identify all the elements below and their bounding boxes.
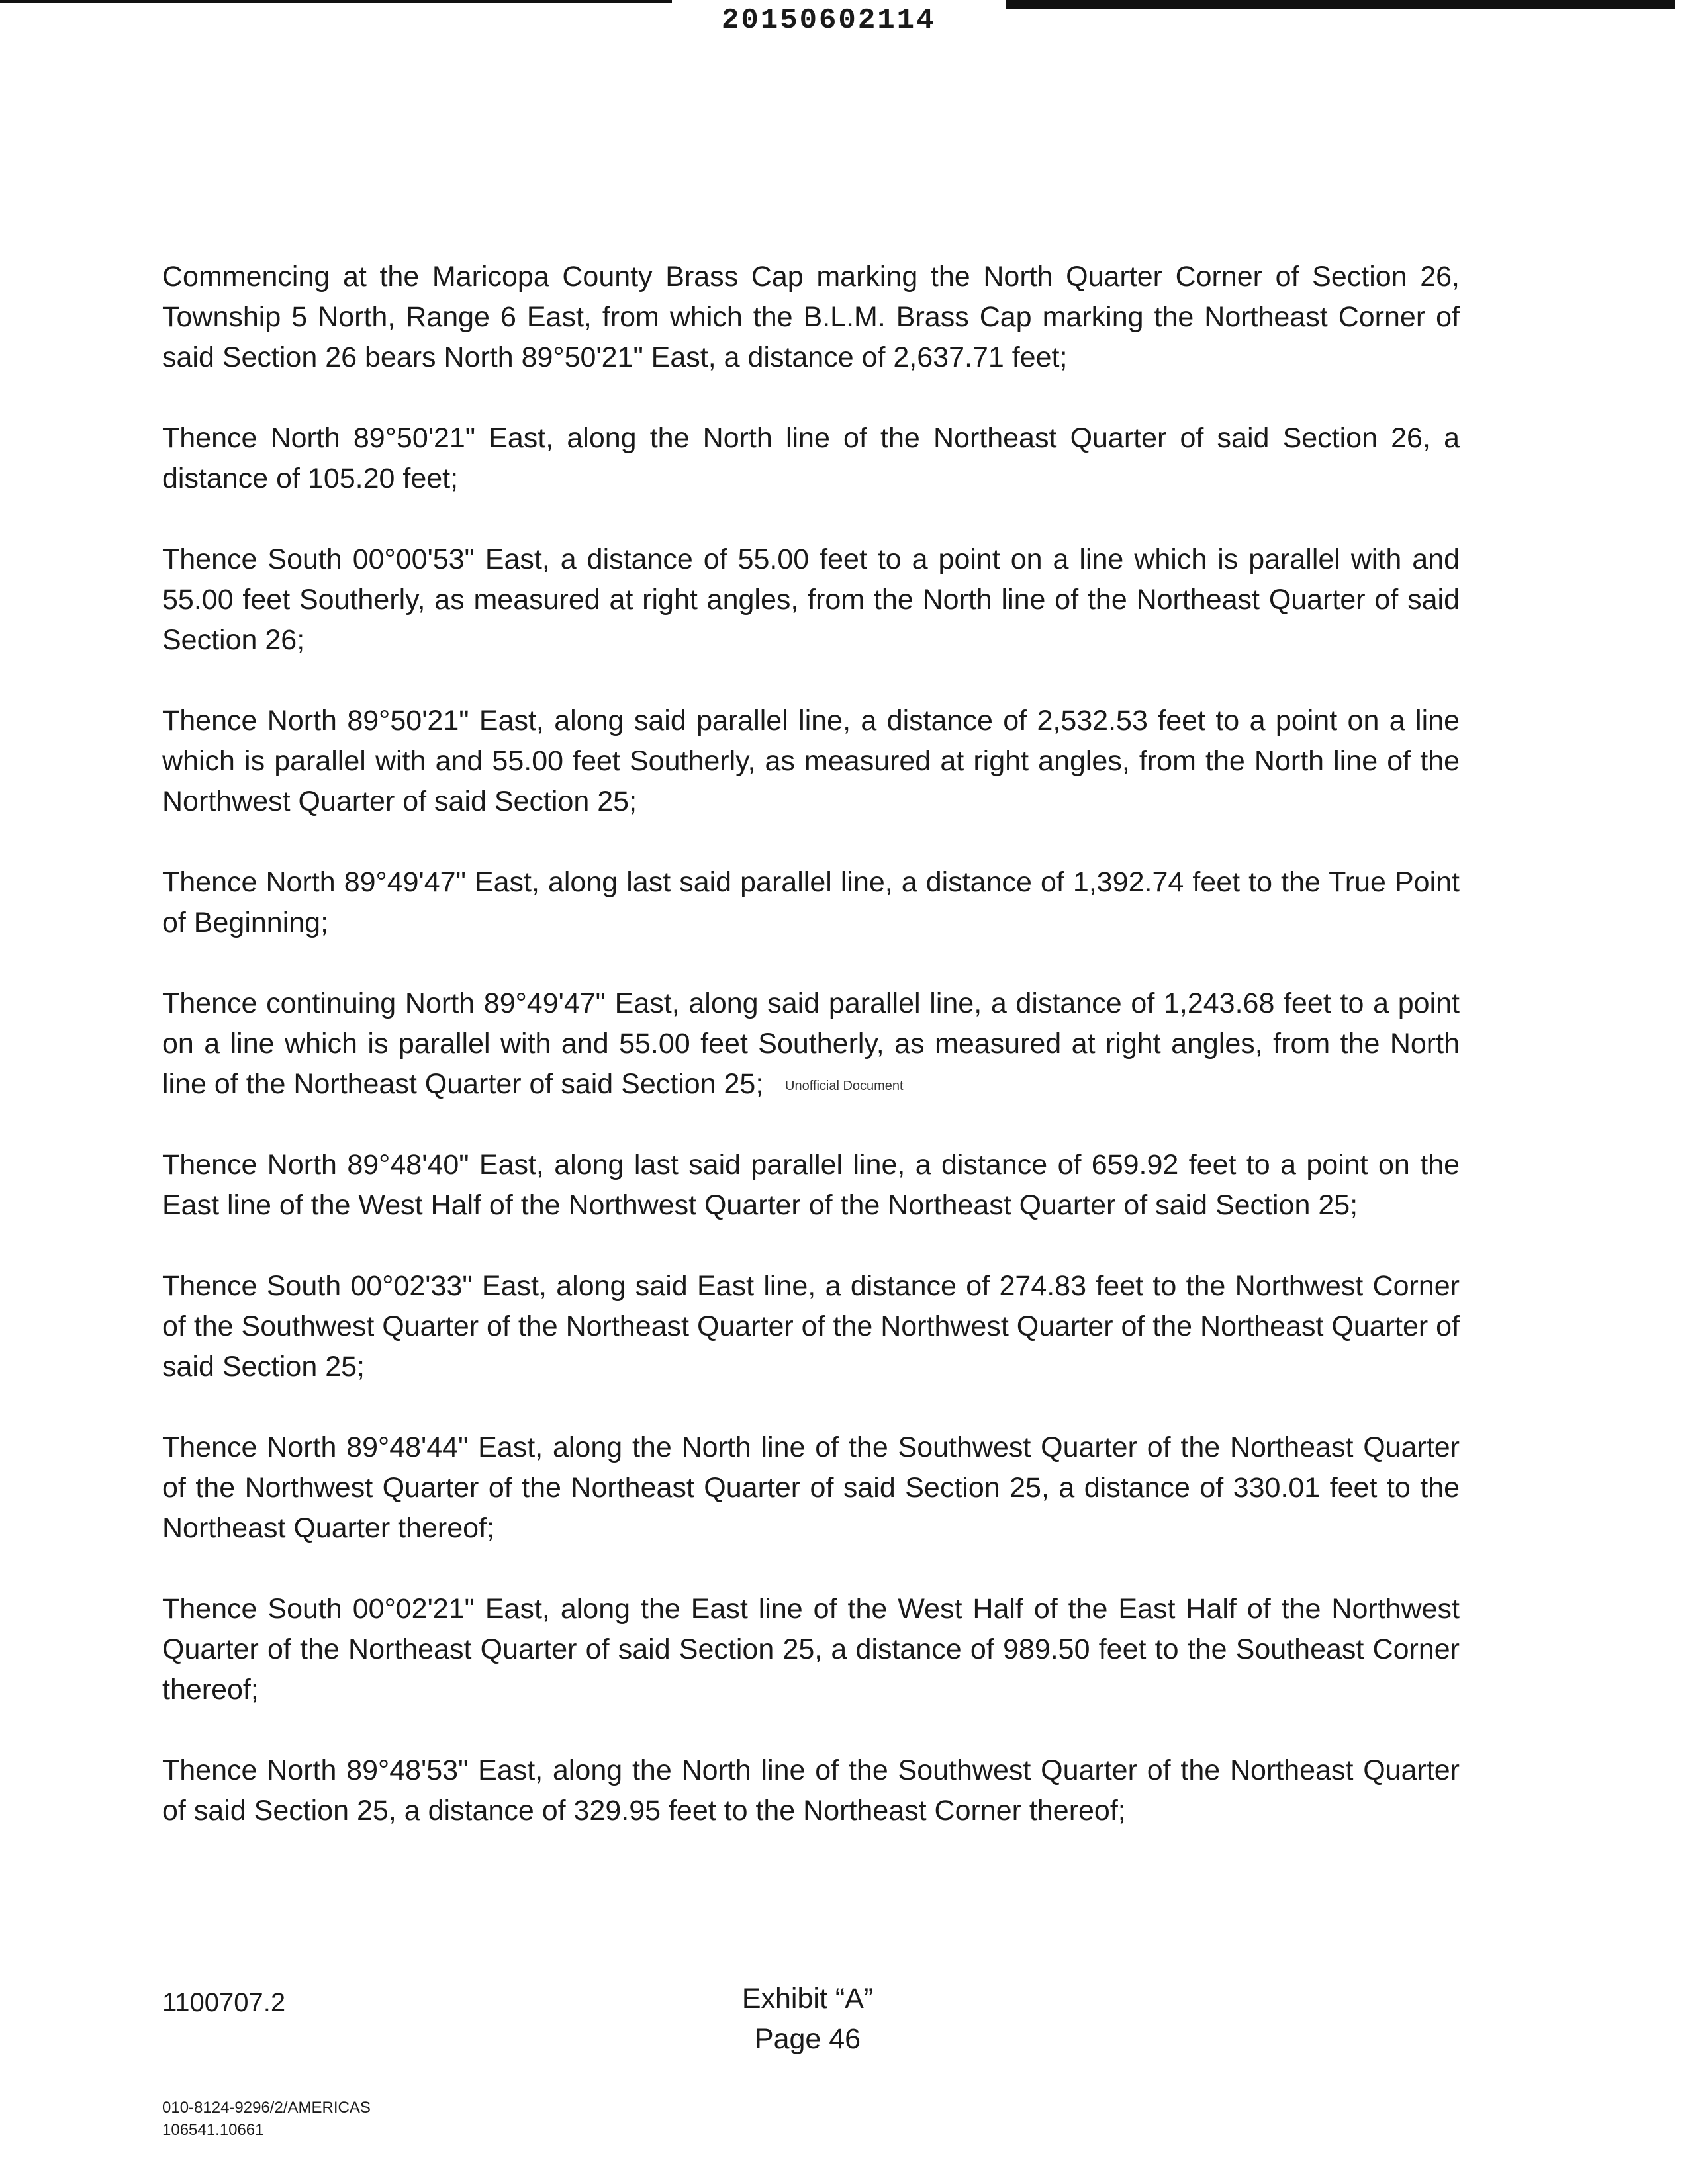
paragraph-course-10: Thence North 89°48'53" East, along the North line of the Southwest Quarter of the Northeast Quarter of said Section 25, a distance of 329.95 feet to the Northeast Corner thereof;	[162, 1754, 1460, 1827]
recording-number: 20150602114	[722, 4, 936, 37]
top-rule-right	[1006, 0, 1675, 9]
paragraph-course-4: Thence North 89°49'47" East, along last said parallel line, a distance of 1,392.74 feet to the True Point of Beginning;	[162, 866, 1460, 938]
paragraph-course-2: Thence South 00°00'53" East, a distance of 55.00 feet to a point on a line which is parallel with and 55.00 feet Southerly, as measured at right angles, from the North line of the Northeast Quarter of said Section 26;	[162, 543, 1460, 656]
paragraph-course-7: Thence South 00°02'33" East, along said East line, a distance of 274.83 feet to the Northwest Corner of the Southwest Quarter of the Northeast Quarter of the Northwest Quarter of the Northeast Quarter of said Section 25;	[162, 1270, 1460, 1383]
paragraph-course-1: Thence North 89°50'21" East, along the North line of the Northeast Quarter of said Section 26, a distance of 105.20 feet;	[162, 422, 1460, 494]
paragraph-commencing: Commencing at the Maricopa County Brass Cap marking the North Quarter Corner of Section 26, Township 5 North, Range 6 East, from which the B.L.M. Brass Cap marking the Northeast Corner of said Section 26 bears North 89°50'21" East, a distance of 2,637.71 feet;	[162, 261, 1460, 373]
footer-ref-line-1: 010-8124-9296/2/AMERICAS	[162, 2099, 371, 2116]
footer-doc-number: 1100707.2	[162, 1988, 286, 2017]
footer-exhibit-block	[695, 1979, 920, 2060]
paragraph-course-3: Thence North 89°50'21" East, along said parallel line, a distance of 2,532.53 feet to a point on a line which is parallel with and 55.00 feet Southerly, as measured at right angles, from the North line of the Northwest Quarter of said Section 25;	[162, 705, 1460, 817]
paragraph-course-8: Thence North 89°48'44" East, along the North line of the Southwest Quarter of the Northeast Quarter of the Northwest Quarter of the Northeast Quarter of said Section 25, a distance of 330.01 feet to the Northeast Quarter thereof;	[162, 1432, 1460, 1544]
footer-reference	[162, 2097, 371, 2142]
paragraph-course-6: Thence North 89°48'40" East, along last said parallel line, a distance of 659.92 feet to a point on the East line of the West Half of the Northwest Quarter of the Northeast Quarter of said Section 25;	[162, 1149, 1460, 1221]
footer-ref-line-2: 106541.10661	[162, 2121, 264, 2139]
legal-description	[162, 257, 1460, 1831]
page-number: Page 46	[754, 2023, 861, 2055]
paragraph-course-5: Thence continuing North 89°49'47" East, along said parallel line, a distance of 1,243.68 feet to a point on a line which is parallel with and 55.00 feet Southerly, as measured at right angles, from the North line of the Northeast Quarter of said Section 25;	[162, 987, 1460, 1100]
top-rule-left	[0, 0, 672, 3]
exhibit-label: Exhibit “A”	[741, 1983, 874, 2015]
unofficial-document-watermark: Unofficial Document	[782, 1079, 906, 1093]
paragraph-course-9: Thence South 00°02'21" East, along the East line of the West Half of the East Half of the Northwest Quarter of the Northeast Quarter of said Section 25, a distance of 989.50 feet to the Southeast Corner thereof;	[162, 1593, 1460, 1706]
